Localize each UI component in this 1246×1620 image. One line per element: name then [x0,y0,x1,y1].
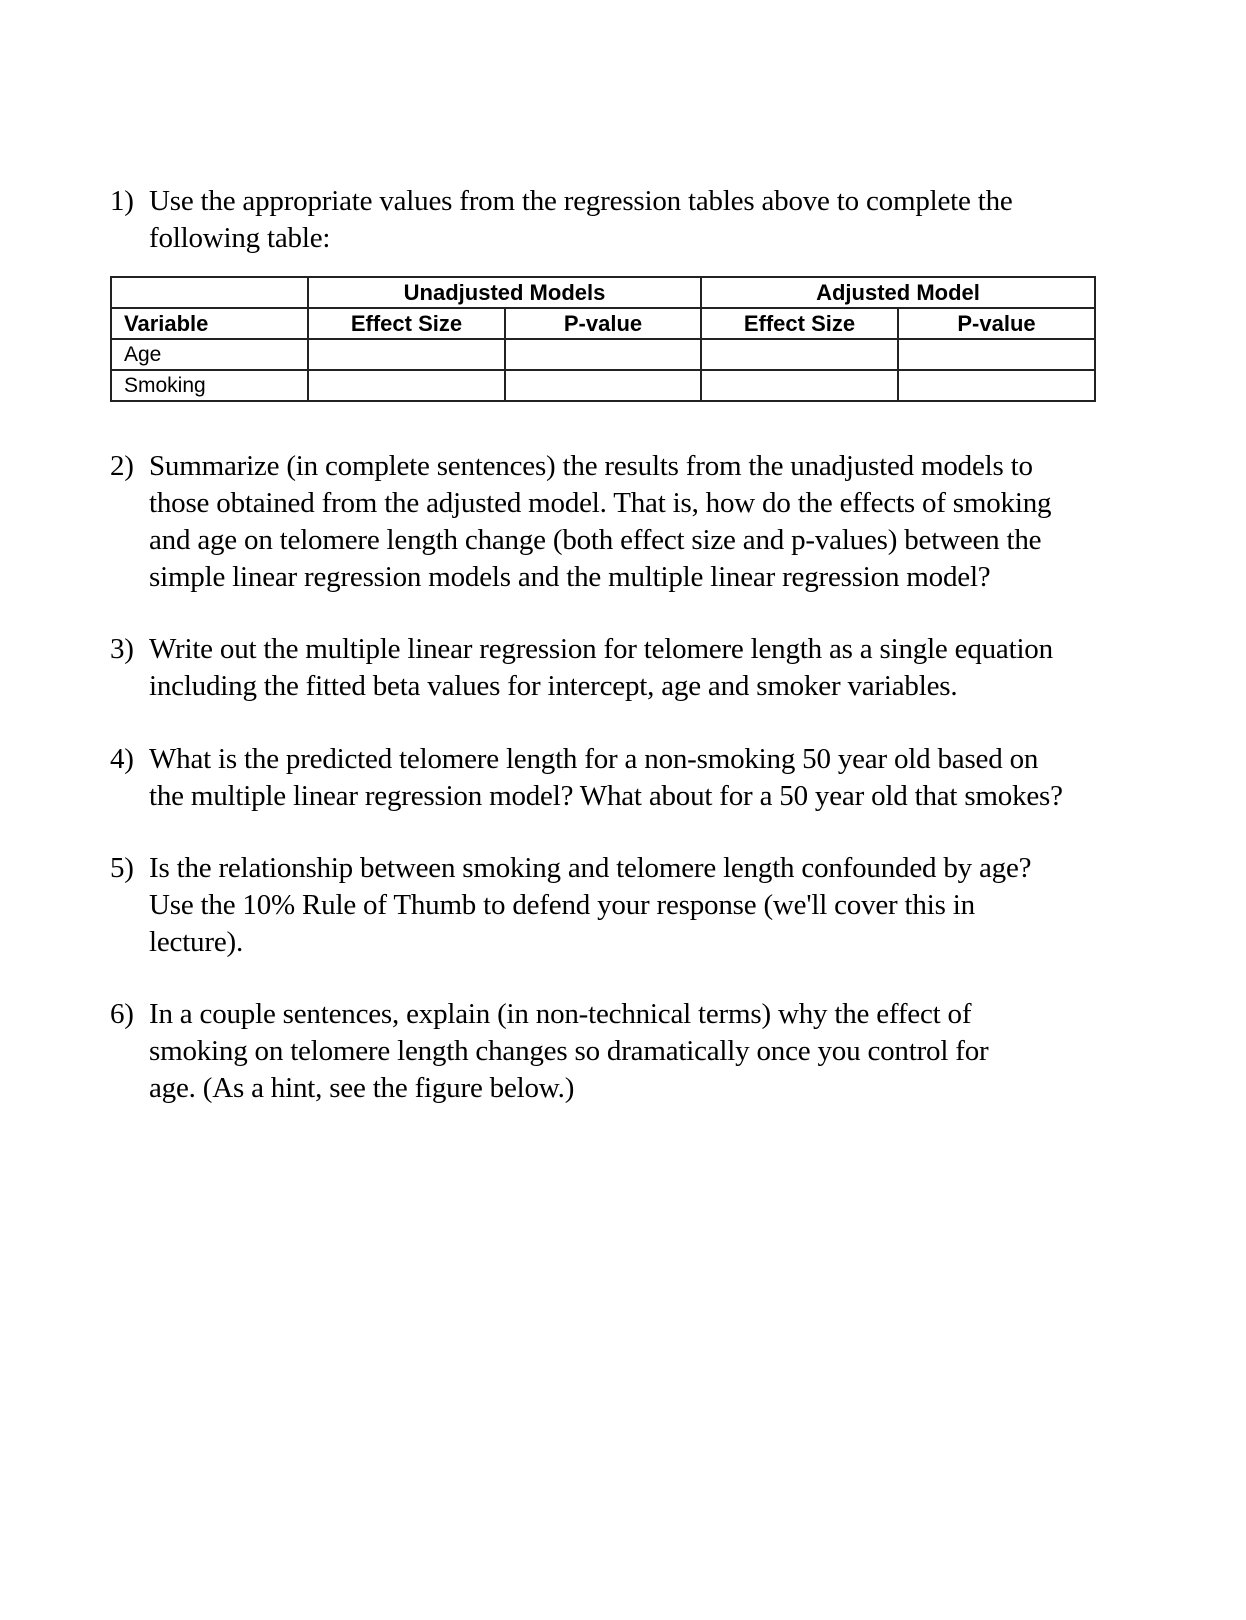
question-line: smoking on telomere length changes so dramatically once you control for [149,1035,989,1067]
table-empty-header-cell [111,277,308,308]
question-text [149,741,1110,815]
question-number: 5) [110,852,134,884]
table-column-header-row [111,308,1095,339]
question-line: Use the appropriate values from the regression tables above to complete the [149,185,1013,217]
question-line: Write out the multiple linear regression for telomere length as a single equation [149,633,1053,665]
results-table [110,276,1096,402]
question-text [149,996,1110,1107]
adjusted-model-header: Adjusted Model [701,277,1095,308]
question-line: and age on telomere length change (both effect size and p-values) between the [149,524,1042,556]
question-line: the multiple linear regression model? What about for a 50 year old that smokes? [149,780,1063,812]
question-line: following table: [149,222,331,254]
question-line: Use the 10% Rule of Thumb to defend your response (we'll cover this in [149,889,975,921]
table-row [111,370,1095,401]
question-number: 2) [110,450,134,482]
question-3 [110,631,1110,705]
question-number: 6) [110,998,134,1030]
question-line: Is the relationship between smoking and telomere length confounded by age? [149,852,1032,884]
table-row [111,339,1095,370]
question-5 [110,850,1110,961]
row-label-age: Age [111,339,308,370]
question-line: lecture). [149,926,243,958]
question-text [149,850,1110,961]
question-line: including the fitted beta values for intercept, age and smoker variables. [149,670,958,702]
question-line: simple linear regression models and the multiple linear regression model? [149,561,991,593]
table-cell [505,370,701,401]
question-1 [110,183,1110,257]
question-line: age. (As a hint, see the figure below.) [149,1072,575,1104]
question-line: What is the predicted telomere length for a non-smoking 50 year old based on [149,743,1039,775]
question-line: those obtained from the adjusted model. That is, how do the effects of smoking [149,487,1052,519]
unadjusted-models-header: Unadjusted Models [308,277,701,308]
row-label-smoking: Smoking [111,370,308,401]
table-cell [308,370,505,401]
question-text [149,631,1110,705]
question-text [149,448,1110,596]
table-cell [898,370,1095,401]
question-line: Summarize (in complete sentences) the results from the unadjusted models to [149,450,1033,482]
question-number: 3) [110,633,134,665]
table-cell [701,339,898,370]
question-text [149,183,1110,257]
unadjusted-effect-size-header: Effect Size [308,308,505,339]
adjusted-p-value-header: P-value [898,308,1095,339]
question-4 [110,741,1110,815]
question-number: 4) [110,743,134,775]
question-2 [110,448,1110,596]
question-6 [110,996,1110,1107]
unadjusted-p-value-header: P-value [505,308,701,339]
table-group-header-row [111,277,1095,308]
table-cell [505,339,701,370]
variable-header: Variable [111,308,308,339]
adjusted-effect-size-header: Effect Size [701,308,898,339]
question-number: 1) [110,185,134,217]
table-cell [898,339,1095,370]
question-line: In a couple sentences, explain (in non-technical terms) why the effect of [149,998,972,1030]
table-cell [308,339,505,370]
table-cell [701,370,898,401]
